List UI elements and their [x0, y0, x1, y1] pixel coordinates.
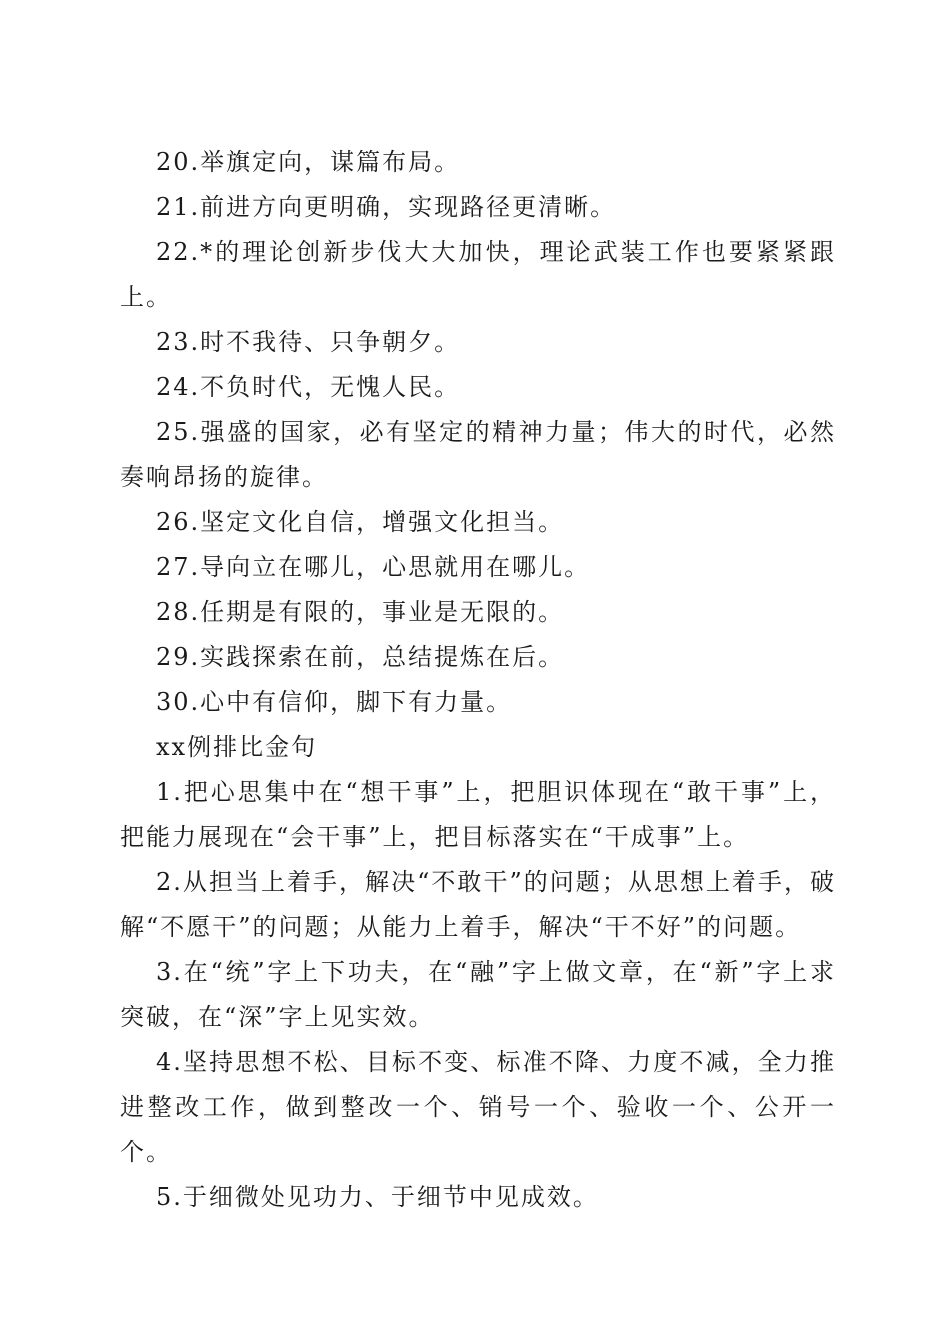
paragraph-parallel-3: 3.在“统”字上下功夫，在“融”字上做文章，在“新”字上求突破，在“深”字上见实效。: [120, 958, 836, 1031]
paragraph-24: 24.不负时代，无愧人民。: [156, 373, 461, 401]
paragraph-25: 25.强盛的国家，必有坚定的精神力量；伟大的时代，必然奏响昂扬的旋律。: [120, 418, 836, 491]
paragraph-20: 20.举旗定向，谋篇布局。: [156, 148, 461, 176]
paragraph-21: 21.前进方向更明确，实现路径更清晰。: [156, 193, 617, 221]
paragraph-28: 28.任期是有限的，事业是无限的。: [156, 598, 565, 626]
paragraph-parallel-2: 2.从担当上着手，解决“不敢干”的问题；从思想上着手，破解“不愿干”的问题；从能力上着手，解决“干不好”的问题。: [120, 868, 836, 941]
paragraph-26: 26.坚定文化自信，增强文化担当。: [156, 508, 565, 536]
paragraph-parallel-1: 1.把心思集中在“想干事”上，把胆识体现在“敢干事”上，把能力展现在“会干事”上，把目标落实在“干成事”上。: [120, 778, 836, 851]
section-heading: xx例排比金句: [156, 733, 318, 761]
paragraph-30: 30.心中有信仰，脚下有力量。: [156, 688, 513, 716]
paragraph-parallel-5: 5.于细微处见功力、于细节中见成效。: [156, 1183, 599, 1211]
paragraph-29: 29.实践探索在前，总结提炼在后。: [156, 643, 565, 671]
paragraph-parallel-4: 4.坚持思想不松、目标不变、标准不降、力度不减，全力推进整改工作，做到整改一个、销号一个、验收一个、公开一个。: [120, 1048, 836, 1166]
document-body: [120, 140, 836, 1220]
paragraph-23: 23.时不我待、只争朝夕。: [156, 328, 461, 356]
paragraph-22: 22.*的理论创新步伐大大加快，理论武装工作也要紧紧跟上。: [120, 238, 836, 311]
paragraph-27: 27.导向立在哪儿，心思就用在哪儿。: [156, 553, 591, 581]
